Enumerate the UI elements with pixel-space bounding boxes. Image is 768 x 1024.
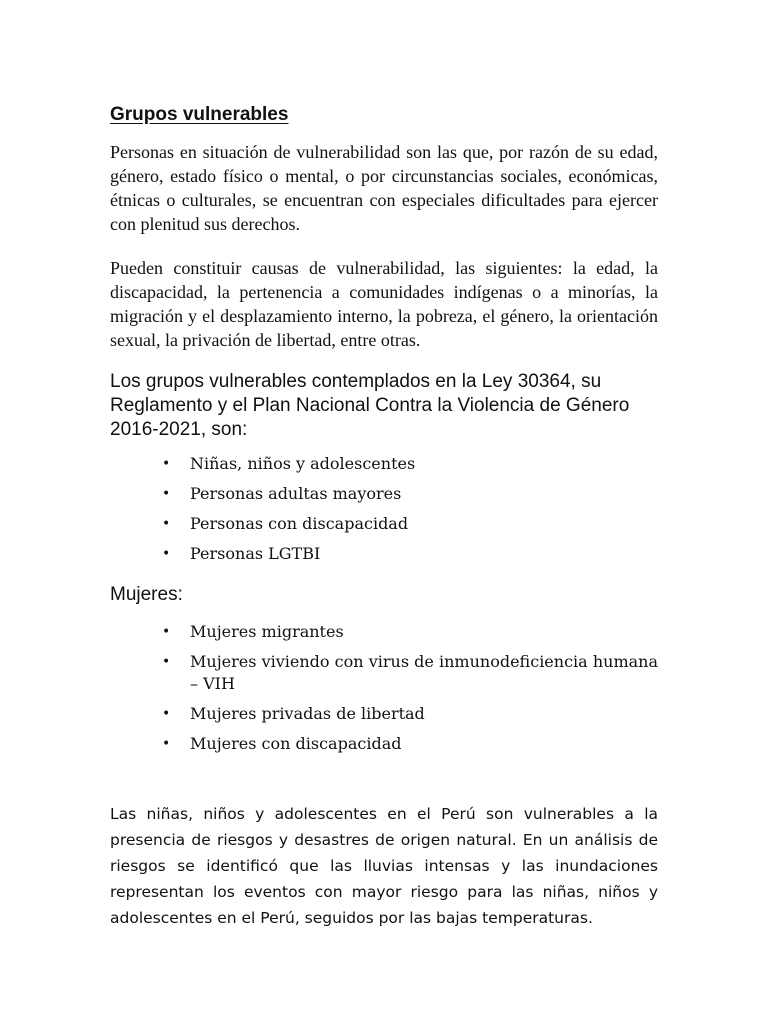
bullet-icon: • — [162, 456, 171, 472]
list-item — [162, 733, 658, 755]
list-item — [162, 453, 658, 483]
paragraph-causes: Pueden constituir causas de vulnerabilidad, las siguientes: la edad, la discapacidad, la pertenencia a comunidades indígenas o a minorías, la migración y el desplazamiento interno, la pobreza, el género, la orientación sexual, la privación de libertad, entre otras. — [110, 258, 658, 350]
list-item — [162, 513, 658, 543]
list-item — [162, 543, 658, 573]
page-title: Grupos vulnerables — [110, 104, 289, 125]
list-item — [162, 651, 658, 695]
mujeres-list — [162, 621, 658, 763]
list-item — [162, 483, 658, 513]
bullet-icon: • — [162, 706, 171, 722]
paragraph-definition: Personas en situación de vulnerabilidad son las que, por razón de su edad, género, estado físico o mental, o por circunstancias sociales, económicas, étnicas o culturales, se encuentran con especiales dificultades para ejercer con plenitud sus derechos. — [110, 142, 658, 234]
paragraph-closing: Las niñas, niños y adolescentes en el Perú son vulnerables a la presencia de riesgos y desastres de origen natural. En un análisis de riesgos se identificó que las lluvias intensas y las inundaciones representan los eventos con mayor riesgo para las niñas, niños y adolescentes en el Perú, seguidos por las bajas temperaturas. — [110, 805, 658, 927]
groups-list — [162, 453, 658, 573]
list-item-text: Mujeres con discapacidad — [190, 734, 402, 753]
list-item-text: Niñas, niños y adolescentes — [190, 454, 416, 473]
list-item-text: Personas LGTBI — [190, 544, 321, 563]
bullet-icon: • — [162, 736, 171, 752]
list-item-text: Personas adultas mayores — [190, 484, 402, 503]
mujeres-heading: Mujeres: — [110, 584, 183, 605]
bullet-icon: • — [162, 486, 171, 502]
list-item-text: Mujeres privadas de libertad — [190, 704, 425, 723]
bullet-icon: • — [162, 516, 171, 532]
groups-intro: Los grupos vulnerables contemplados en la Ley 30364, su Reglamento y el Plan Nacional Contra la Violencia de Género 2016-2021, son: — [110, 371, 630, 440]
bullet-icon: • — [162, 546, 171, 562]
list-item — [162, 621, 658, 643]
list-item-text: Mujeres migrantes — [190, 622, 344, 641]
list-item-text: Personas con discapacidad — [190, 514, 409, 533]
list-item — [162, 703, 658, 725]
list-item-text: Mujeres viviendo con virus de inmunodeficiencia humana – VIH — [190, 652, 658, 693]
bullet-icon: • — [162, 624, 171, 640]
bullet-icon: • — [162, 654, 171, 670]
